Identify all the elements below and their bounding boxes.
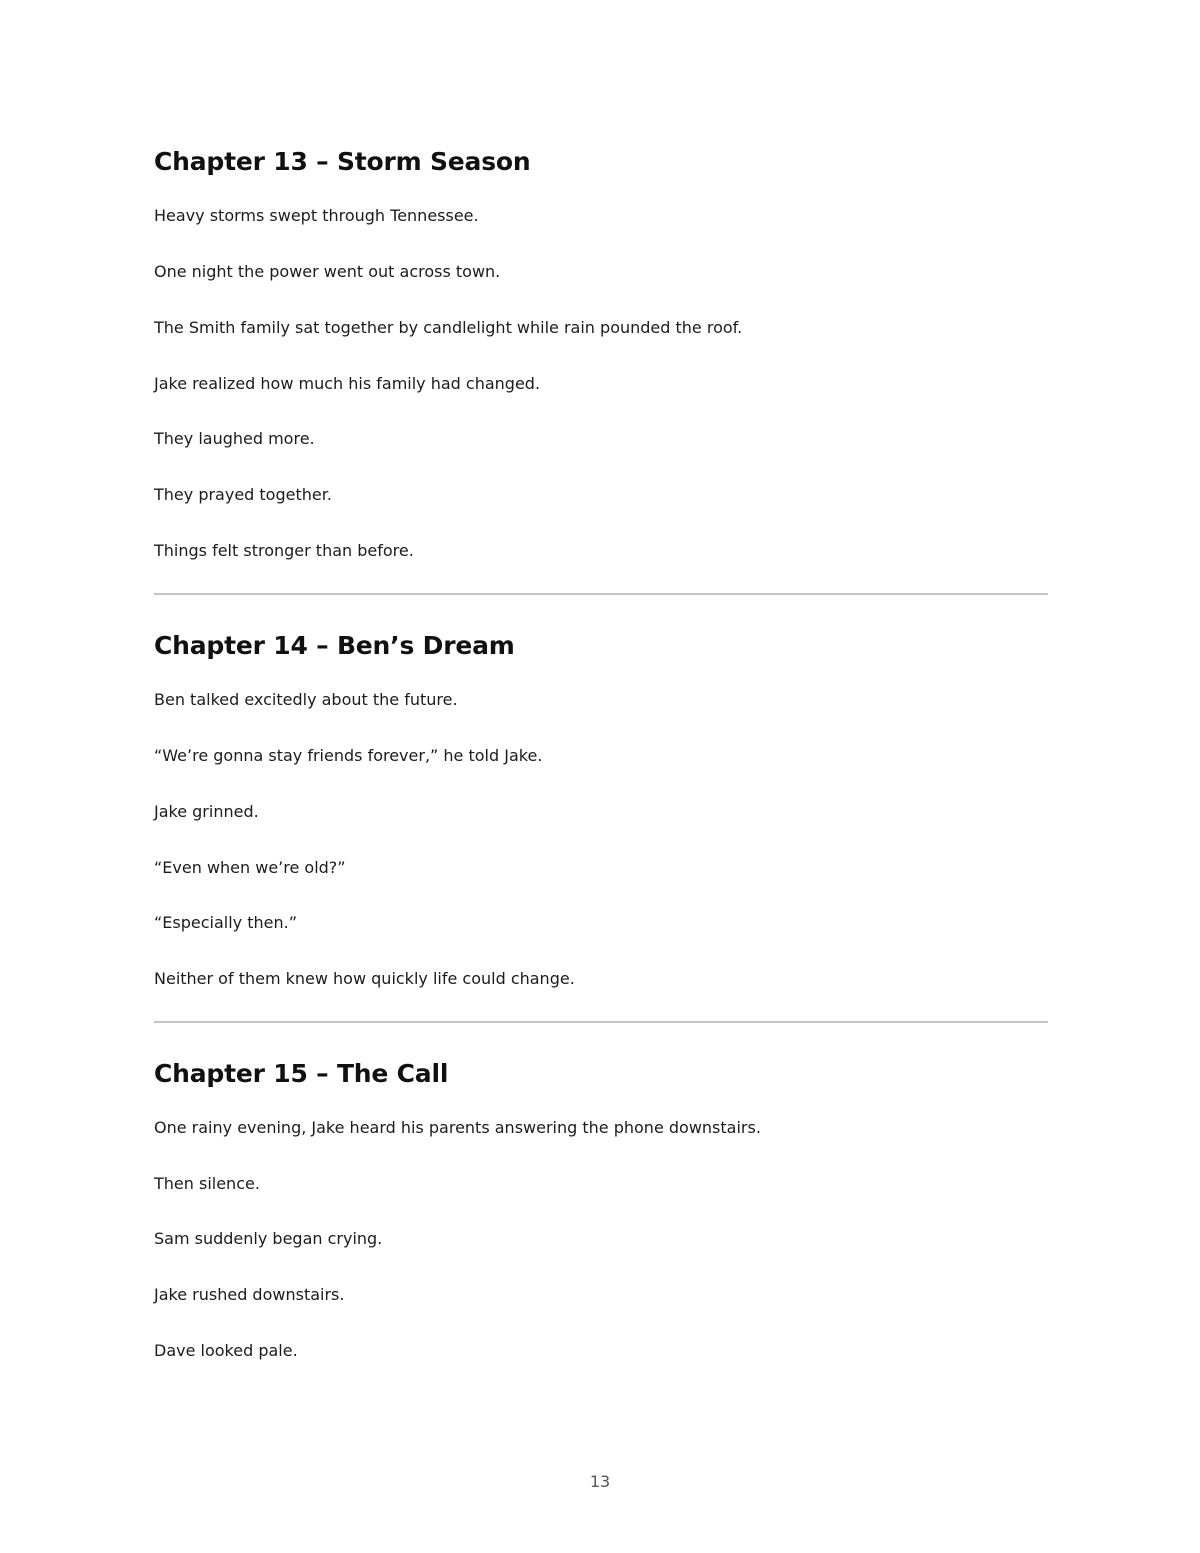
chapter-title: Chapter 15 – The Call xyxy=(154,1059,449,1088)
section-divider xyxy=(154,593,1048,595)
page-number: 13 xyxy=(589,1472,611,1491)
paragraph: Dave looked pale. xyxy=(154,1341,298,1360)
paragraph: Jake realized how much his family had changed. xyxy=(154,374,541,393)
paragraph: “Even when we’re old?” xyxy=(154,858,346,877)
paragraph: Jake grinned. xyxy=(154,802,259,821)
paragraph: One night the power went out across town. xyxy=(154,262,501,281)
paragraph: Neither of them knew how quickly life could change. xyxy=(154,969,575,988)
paragraph: Heavy storms swept through Tennessee. xyxy=(154,206,479,225)
paragraph: Sam suddenly began crying. xyxy=(154,1229,383,1248)
paragraph: “Especially then.” xyxy=(154,913,297,932)
section-divider xyxy=(154,1021,1048,1023)
paragraph: One rainy evening, Jake heard his parents answering the phone downstairs. xyxy=(154,1118,761,1137)
paragraph: Things felt stronger than before. xyxy=(154,541,414,560)
paragraph: They prayed together. xyxy=(154,485,332,504)
paragraph: “We’re gonna stay friends forever,” he told Jake. xyxy=(154,746,543,765)
paragraph: Then silence. xyxy=(154,1174,260,1193)
chapter-title: Chapter 14 – Ben’s Dream xyxy=(154,631,515,660)
paragraph: Jake rushed downstairs. xyxy=(154,1285,345,1304)
chapter-title: Chapter 13 – Storm Season xyxy=(154,147,531,176)
paragraph: They laughed more. xyxy=(154,429,315,448)
paragraph: Ben talked excitedly about the future. xyxy=(154,690,458,709)
paragraph: The Smith family sat together by candlelight while rain pounded the roof. xyxy=(154,318,743,337)
